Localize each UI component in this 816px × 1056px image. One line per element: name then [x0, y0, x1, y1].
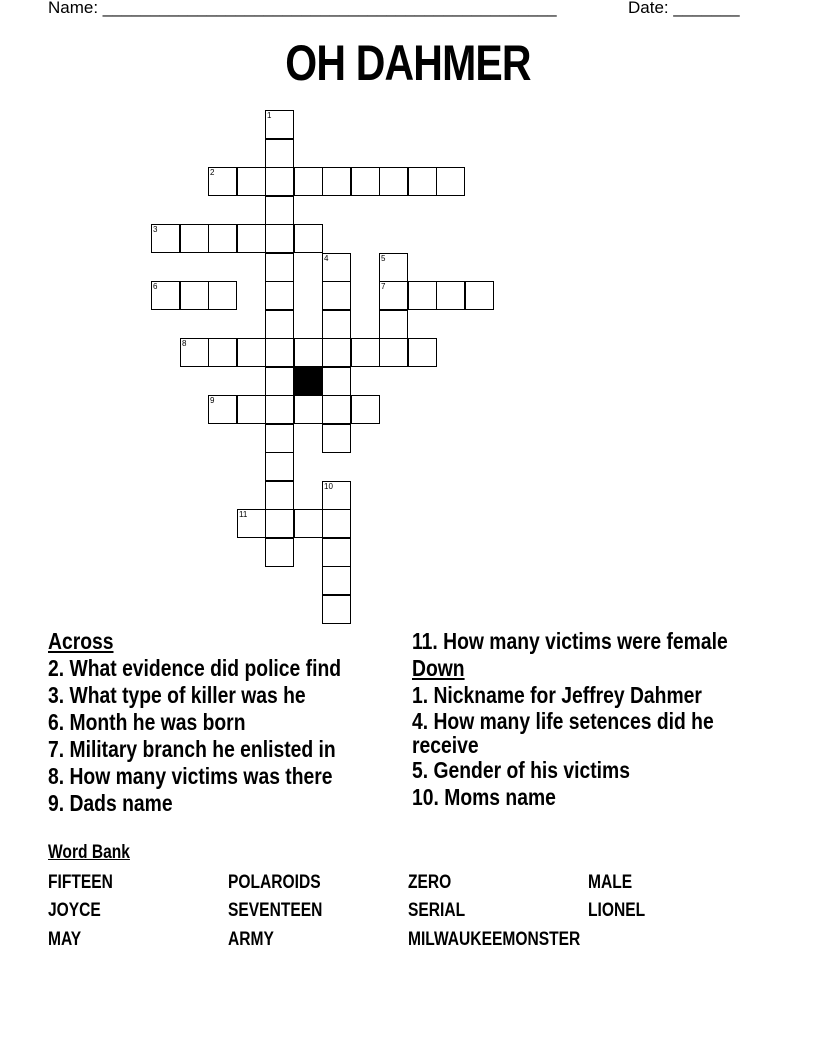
grid-cell[interactable] [208, 224, 237, 253]
grid-cell[interactable] [294, 338, 323, 367]
across-clues [48, 628, 341, 817]
grid-cell[interactable] [322, 481, 351, 510]
grid-cell[interactable] [208, 167, 237, 196]
word-bank-item: JOYCE [48, 900, 101, 921]
grid-cell[interactable] [436, 281, 465, 310]
down-clue: 5. Gender of his victims [412, 757, 630, 783]
grid-cell[interactable] [208, 338, 237, 367]
grid-cell[interactable] [265, 509, 294, 538]
word-bank-item: LIONEL [588, 900, 646, 921]
name-field[interactable]: Name: ________________________________________________ [48, 0, 557, 17]
grid-cell[interactable] [322, 167, 351, 196]
grid-cell[interactable] [265, 424, 294, 453]
grid-cell[interactable] [294, 509, 323, 538]
grid-cell[interactable] [237, 509, 266, 538]
grid-cell[interactable] [322, 253, 351, 282]
across-heading: Across [48, 628, 114, 654]
grid-cell[interactable] [265, 367, 294, 396]
across-clue: 11. How many victims were female [412, 628, 728, 654]
grid-cell[interactable] [322, 367, 351, 396]
grid-cell[interactable] [151, 281, 180, 310]
grid-cell[interactable] [408, 281, 437, 310]
grid-cell[interactable] [351, 338, 380, 367]
grid-cell[interactable] [351, 167, 380, 196]
grid-cell[interactable] [436, 167, 465, 196]
word-bank-heading: Word Bank [48, 842, 130, 863]
grid-cell[interactable] [237, 224, 266, 253]
grid-cell[interactable] [265, 167, 294, 196]
grid-cell[interactable] [322, 538, 351, 567]
across-clue: 3. What type of killer was he [48, 682, 306, 708]
clue-number: 7 [381, 282, 386, 291]
grid-cell[interactable] [379, 167, 408, 196]
grid-cell[interactable] [322, 424, 351, 453]
grid-cell[interactable] [322, 566, 351, 595]
grid-cell[interactable] [265, 224, 294, 253]
word-bank-item: MAY [48, 929, 82, 950]
grid-cell[interactable] [322, 310, 351, 339]
word-bank-item: SEVENTEEN [228, 900, 323, 921]
clue-number: 9 [210, 396, 215, 405]
word-bank-item: FIFTEEN [48, 872, 113, 893]
grid-cell[interactable] [294, 395, 323, 424]
grid-cell[interactable] [208, 281, 237, 310]
clue-number: 8 [182, 339, 187, 348]
grid-cell[interactable] [265, 481, 294, 510]
grid-cell[interactable] [180, 224, 209, 253]
word-bank-item: MILWAUKEEMONSTER [408, 929, 581, 950]
right-clue-column [412, 628, 748, 811]
clue-number: 3 [153, 225, 158, 234]
grid-cell[interactable] [265, 452, 294, 481]
grid-cell[interactable] [294, 224, 323, 253]
clue-number: 10 [324, 482, 333, 491]
across-clue: 9. Dads name [48, 790, 173, 816]
down-heading: Down [412, 655, 465, 681]
grid-cell[interactable] [265, 110, 294, 139]
clue-number: 11 [239, 510, 248, 519]
clue-number: 1 [267, 111, 272, 120]
grid-cell[interactable] [379, 281, 408, 310]
grid-cell[interactable] [379, 310, 408, 339]
grid-cell[interactable] [208, 395, 237, 424]
clue-number: 5 [381, 254, 386, 263]
grid-cell[interactable] [322, 595, 351, 624]
grid-cell[interactable] [265, 253, 294, 282]
across-clue: 8. How many victims was there [48, 763, 333, 789]
grid-cell[interactable] [379, 338, 408, 367]
grid-cell[interactable] [265, 338, 294, 367]
grid-cell[interactable] [408, 167, 437, 196]
word-bank-item: ARMY [228, 929, 274, 950]
across-clue: 6. Month he was born [48, 709, 246, 735]
grid-cell[interactable] [322, 338, 351, 367]
grid-cell[interactable] [465, 281, 494, 310]
grid-cell[interactable] [294, 167, 323, 196]
grid-cell[interactable] [180, 281, 209, 310]
black-cell [294, 367, 323, 396]
date-field[interactable]: Date: _______ [628, 0, 740, 17]
grid-cell[interactable] [322, 281, 351, 310]
word-bank-item: SERIAL [408, 900, 466, 921]
clue-number: 4 [324, 254, 329, 263]
grid-cell[interactable] [237, 167, 266, 196]
across-clue: 2. What evidence did police find [48, 655, 342, 681]
grid-cell[interactable] [265, 281, 294, 310]
grid-cell[interactable] [322, 509, 351, 538]
clue-number: 6 [153, 282, 158, 291]
grid-cell[interactable] [322, 395, 351, 424]
grid-cell[interactable] [237, 338, 266, 367]
down-clue: 1. Nickname for Jeffrey Dahmer [412, 682, 702, 708]
word-bank-item: POLAROIDS [228, 872, 321, 893]
grid-cell[interactable] [351, 395, 380, 424]
grid-cell[interactable] [237, 395, 266, 424]
grid-cell[interactable] [265, 395, 294, 424]
across-clue: 7. Military branch he enlisted in [48, 736, 336, 762]
grid-cell[interactable] [379, 253, 408, 282]
grid-cell[interactable] [180, 338, 209, 367]
clue-number: 2 [210, 168, 215, 177]
grid-cell[interactable] [151, 224, 180, 253]
page-title: OH DAHMER [285, 35, 531, 91]
grid-cell[interactable] [408, 338, 437, 367]
grid-cell[interactable] [265, 538, 294, 567]
grid-cell[interactable] [265, 310, 294, 339]
grid-cell[interactable] [265, 139, 294, 168]
word-bank-item: ZERO [408, 872, 452, 893]
down-clue: 10. Moms name [412, 784, 556, 810]
word-bank-item: MALE [588, 872, 633, 893]
down-clue: 4. How many life setences did he receive [412, 708, 714, 758]
grid-cell[interactable] [265, 196, 294, 225]
